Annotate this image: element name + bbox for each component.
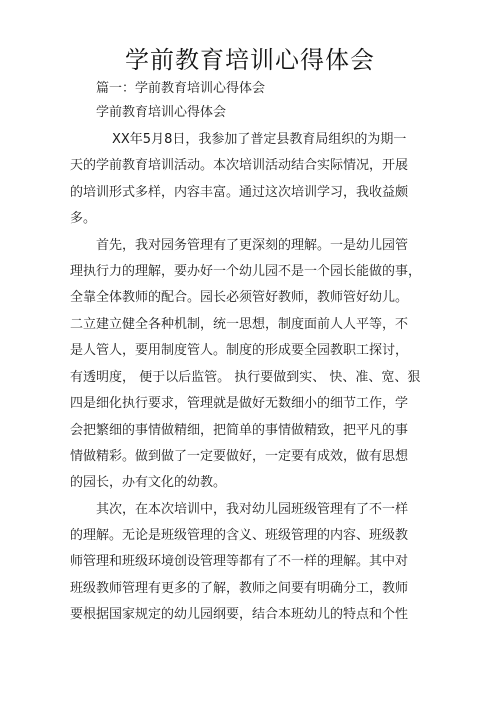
paragraph-3-line-1: 其次，在本次培训中，我对幼儿园班级管理有了不一样: [96, 502, 409, 517]
paragraph-1-line-2: 天的学前教育培训活动。本次培训活动结合实际情况，开展: [70, 158, 409, 173]
paragraph-3-line-5: 要根据国家规定的幼儿园纲要，结合本班幼儿的特点和个性: [70, 607, 409, 622]
paragraph-2-line-10: 的园长，办有文化的幼教。: [70, 475, 227, 490]
paragraph-2-line-3: 全靠全体教师的配合。园长必须管好教师，教师管好幼儿。: [70, 290, 409, 305]
paragraph-3-line-2: 的理解。无论是班级管理的含义、班级管理的内容、班级教: [70, 528, 409, 543]
section-heading: 篇一：学前教育培训心得体会: [96, 81, 266, 96]
paragraph-3-line-4: 班级教师管理有更多的了解，教师之间要有明确分工，教师: [70, 581, 409, 596]
document-subtitle: 学前教育培训心得体会: [96, 105, 227, 120]
paragraph-2-line-4: 二立建立健全各种机制，统一思想，制度面前人人平等，不: [70, 317, 409, 332]
paragraph-2-line-2: 理执行力的理解，要办好一个幼儿园不是一个园长能做的事，: [70, 264, 422, 279]
paragraph-2-line-9: 情做精彩。做到做了一定要做好，一定要有成效，做有思想: [70, 449, 409, 464]
paragraph-3-line-3: 师管理和班级环境创设管理等都有了不一样的理解。其中对: [70, 554, 409, 569]
document-title: 学前教育培训心得体会: [125, 46, 375, 74]
paragraph-1-line-4: 多。: [70, 211, 97, 226]
paragraph-2-line-6: 有透明度， 便于以后监管。 执行要做到实、 快、准、宽、狠: [70, 370, 421, 385]
paragraph-2-line-5: 是人管人，要用制度管人。制度的形成要全园教职工探讨，: [70, 343, 409, 358]
paragraph-1-line-3: 的培训形式多样，内容丰富。通过这次培训学习，我收益颇: [70, 185, 409, 200]
paragraph-2-line-7: 四是细化执行要求，管理就是做好无数细小的细节工作，学: [70, 396, 409, 411]
paragraph-2-line-8: 会把繁细的事情做精细，把简单的事情做精致，把平凡的事: [70, 423, 409, 438]
paragraph-2-line-1: 首先，我对园务管理有了更深刻的理解。一是幼儿园管: [96, 238, 409, 253]
paragraph-1-line-1: XX年5月8日，我参加了普定县教育局组织的为期一: [112, 132, 407, 147]
